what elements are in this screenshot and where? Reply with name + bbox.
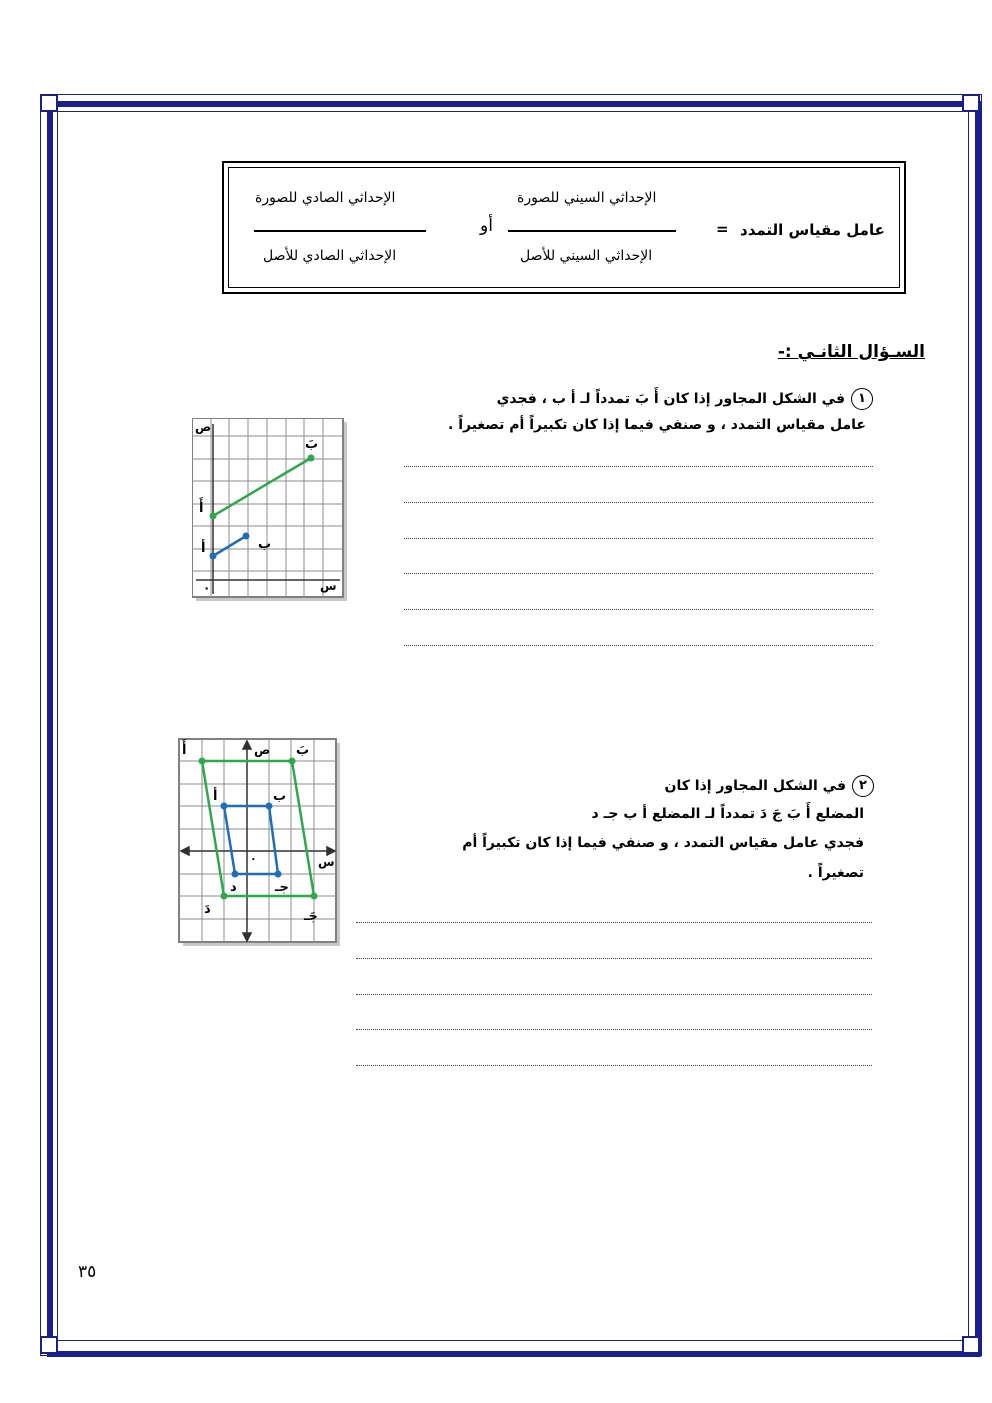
section-title: السـؤال الثانـي :- [777, 342, 925, 362]
graph2-label-a-prime: أَ [182, 743, 187, 758]
graph1-label-a-prime: أَ [199, 501, 204, 516]
question2-line3: فجدي عامل مقياس التمدد ، و صنفي فيما إذا كان تكبيراً أم [462, 835, 864, 851]
graph1-x-label: س [320, 579, 337, 593]
question1-line1 [497, 388, 873, 410]
formula-x-numerator: الإحداثي السيني للصورة [517, 190, 657, 206]
graph2-point-a [221, 803, 228, 810]
graph2 [178, 738, 342, 948]
question1-number: ١ [851, 388, 873, 410]
graph2-x-label: س [318, 855, 335, 869]
graph2-label-d: د [230, 880, 237, 895]
answer-line[interactable] [404, 466, 873, 467]
question2-line2: المضلع أَ بَ جَ دَ تمدداً لـ المضلع أ ب جـ د [591, 806, 864, 822]
fraction-bar-y [254, 230, 426, 232]
formula-lhs: عامل مقياس التمدد [740, 221, 885, 239]
graph2-label-b-prime: بَ [296, 743, 310, 758]
formula-x-denominator: الإحداثي السيني للأصل [520, 248, 653, 264]
graph1-point-a [210, 553, 217, 560]
page-number: ٣٥ [78, 1262, 97, 1282]
question2-line4: تصغيراً . [807, 865, 864, 881]
graph2-point-a-prime [199, 758, 206, 765]
fraction-bar-x [508, 230, 676, 232]
graph1-label-b-prime: بَ [305, 437, 319, 452]
page-border-inner [57, 111, 969, 1341]
graph2-point-b-prime [289, 758, 296, 765]
border-corner [40, 1336, 58, 1354]
answer-line[interactable] [356, 958, 872, 959]
graph2-point-d-prime [221, 893, 228, 900]
answer-line[interactable] [356, 994, 872, 995]
graph2-y-label: ص [254, 743, 271, 757]
graph2-label-a: أ [213, 789, 218, 804]
graph2-label-b: ب [273, 789, 287, 804]
graph2-point-c-prime [311, 893, 318, 900]
question2-number: ٢ [852, 775, 874, 797]
graph2-point-b [266, 803, 273, 810]
answer-line[interactable] [356, 922, 872, 923]
formula-y-numerator: الإحداثي الصادي للصورة [255, 190, 396, 206]
graph2-point-c [275, 871, 282, 878]
answer-line[interactable] [356, 1065, 872, 1066]
graph2-point-d [232, 871, 239, 878]
graph1 [192, 418, 348, 602]
border-corner [40, 94, 58, 112]
graph1-label-b: ب [258, 537, 272, 552]
answer-line[interactable] [404, 645, 873, 646]
formula-or: أو [480, 216, 493, 236]
graph1-point-a-prime [210, 513, 217, 520]
answer-line[interactable] [356, 1029, 872, 1030]
answer-line[interactable] [404, 609, 873, 610]
formula-y-denominator: الإحداثي الصادي للأصل [263, 248, 397, 264]
graph2-origin-label: ٠ [250, 852, 257, 865]
graph1-label-a: أ [201, 541, 206, 556]
answer-line[interactable] [404, 538, 873, 539]
graph1-origin-label: ٠ [203, 581, 211, 595]
graph2-label-c: جـ [275, 880, 289, 895]
graph1-y-label: ص [195, 420, 212, 434]
graph1-point-b [243, 533, 250, 540]
graph2-label-c-prime: جَـ [304, 909, 318, 924]
border-corner [962, 94, 980, 112]
question2-line1 [665, 775, 874, 797]
question2-text1: في الشكل المجاور إذا كان [664, 778, 846, 794]
graph2-label-d-prime: دَ [204, 902, 211, 917]
border-corner [962, 1336, 980, 1354]
graph1-point-b-prime [308, 455, 315, 462]
question1-line2: عامل مقياس التمدد ، و صنفي فيما إذا كان تكبيراً أم تصغيراً . [448, 417, 866, 433]
question1-text1: في الشكل المجاور إذا كان أَ بَ تمدداً لـ أ ب ، فجدي [496, 391, 845, 407]
answer-line[interactable] [404, 502, 873, 503]
answer-line[interactable] [404, 573, 873, 574]
formula-equals: = [716, 220, 729, 238]
